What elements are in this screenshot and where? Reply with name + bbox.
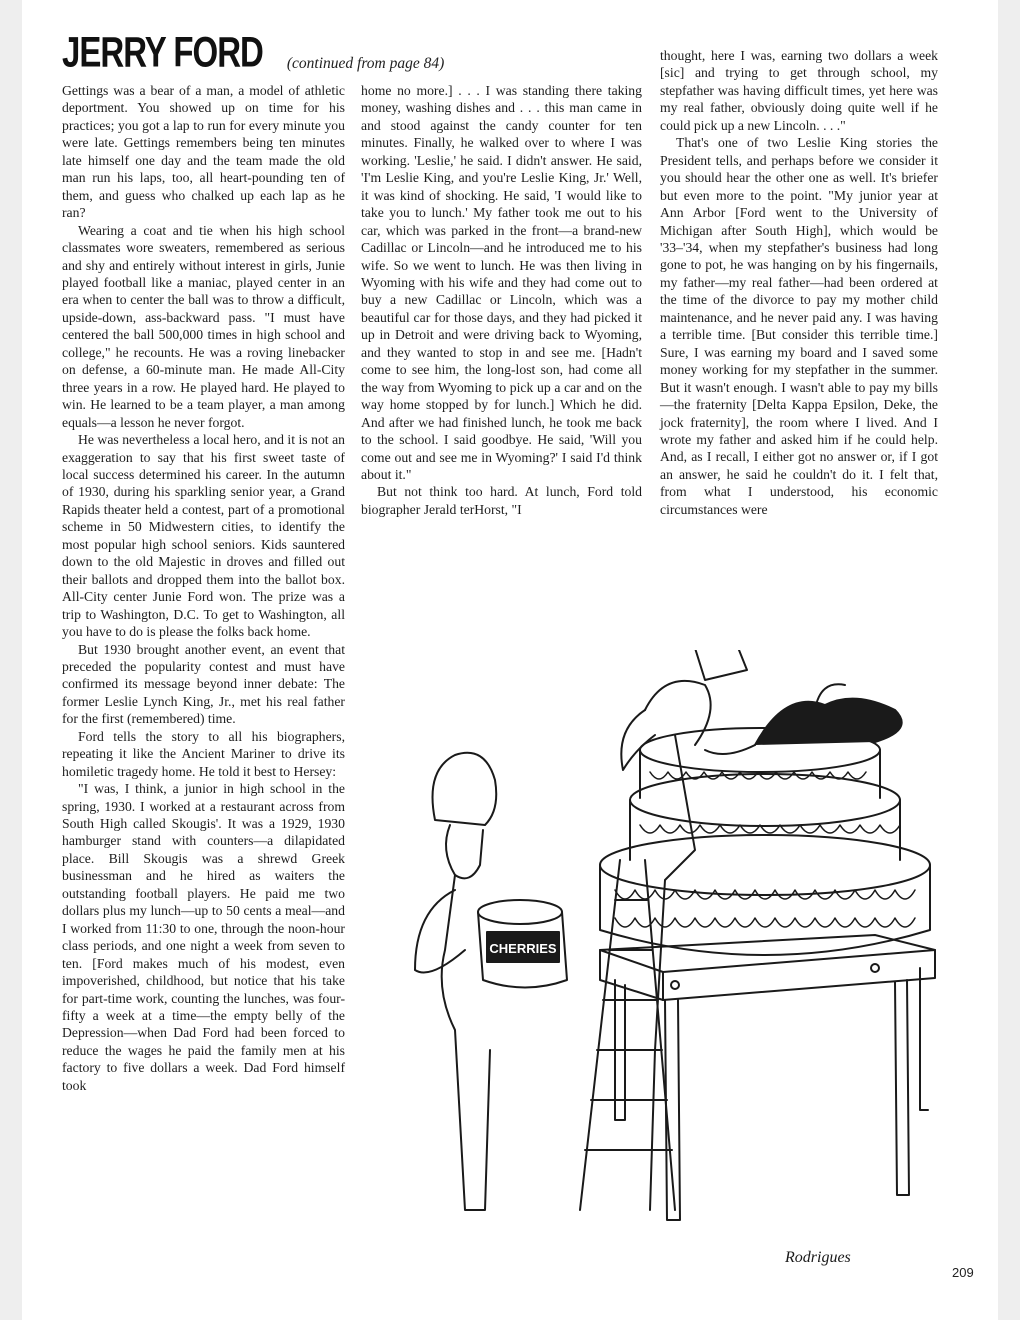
- paragraph: But 1930 brought another event, an event that preceded the popularity contest and must have confirmed its message beyond inner debate: The former Leslie Lynch King, Jr., met his real father for the first (remembered) time.: [62, 641, 345, 727]
- paragraph: home no more.] . . . I was standing there taking money, washing dishes and . . . this man came in and stood against the candy counter for ten minutes. Finally, he walked over to where I was working. 'Leslie,' he said. I didn't answer. He said, 'I'm Leslie King, and you're Leslie King, Jr.' Well, it was kind of shocking. He said, 'I would like to take you to lunch.' My father took me out to his car, which was parked in the front—a brand-new Cadillac or Lincoln—and he introduced me to his wife. So we went to lunch. He was then living in Wyoming with his wife and they had come out to buy a new Cadillac or Lincoln, which was a beautiful car for those days, and they had picked it up in Detroit and were driving back to Wyoming, and they wanted to stop in and see me. [Hadn't come to see him, the long-lost son, had come all the way from Wyoming to pick up a car and on the way home stopped by for lunch.] Which he did. And after we had finished lunch, he took me back to the school. I said goodbye. He said, 'Will you come out and see me in Wyoming?' I said I'd think about it.": [361, 83, 642, 482]
- page-edge-right: [998, 0, 1020, 1320]
- woman-in-cake: [755, 684, 902, 745]
- continued-note: (continued from page 84): [286, 55, 445, 72]
- paragraph: Ford tells the story to all his biographers, repeating it like the Ancient Mariner to drive its homiletic tragedy home. He told it best to Hersey:: [62, 728, 345, 779]
- paragraph: Wearing a coat and tie when his high school classmates wore sweaters, remembered as serious and shy and entirely without interest in girls, Junie played football like a maniac, played center in an era when to center the ball was to throw a difficult, upside-down, ass-backward pass. "I must have centered the ball 500,000 times in high school and college," he recounts. He was a roving linebacker on defense, a 60-minute man. He made All-City three years in a row. He played hard. He played to win. He learned to be a team player, a man among equals—a lesson he never forgot.: [62, 222, 345, 430]
- ladder: [580, 860, 675, 1210]
- text-column-3: [660, 47, 938, 518]
- artist-signature: Rodrigues: [785, 1249, 851, 1266]
- paragraph: Gettings was a bear of a man, a model of athletic deportment. You showed up on time for his practices; you got a lap to run for every minute you were late. Gettings remembers being ten minutes late himself one day and the team made the old man run his laps, too, all heart-pounding ten of them, and guess who chalked up each lap as he ran?: [62, 83, 345, 221]
- article-header: [62, 27, 445, 80]
- article-title: JERRY FORD: [62, 27, 263, 76]
- can-label: CHERRIES: [489, 941, 557, 956]
- page-number: 209: [952, 1265, 974, 1280]
- chef-tall: [621, 650, 755, 1210]
- page-edge-left: [0, 0, 22, 1320]
- paragraph: He was nevertheless a local hero, and it is not an exaggeration to say that his first sweet taste of local success determined his career. In the autumn of 1930, during his sparkling senior year, a Grand Rapids theater held a contest, part of a promotional scheme in 50 Midwestern cities, to identify the most popular high school seniors. Kids sauntered down to the old Majestic in droves and filled out their ballots and dropped them into the ballot box. All-City center Junie Ford won. The prize was a trip to Washington, D.C. To get to Washington, all you have to do is please the folks back home.: [62, 432, 345, 640]
- text-column-1: [62, 82, 345, 1094]
- text-column-2: [361, 82, 642, 518]
- paragraph: That's one of two Leslie King stories the President tells, and perhaps before we consider it you should hear the other one as well. It's briefer but even more to the point. "My junior year at Ann Arbor [Ford went to the University of Michigan after South High], which would be '33–'34, when my stepfather's business had long gone to pot, he was hanging on by his fingernails, my father—my real father—had been ordered at the time of the divorce to pay my mother child maintenance, and he never paid any. I was having a terrible time. [But consider this terrible time.] Sure, I was earning my board and I saved some money working for my stepfather in the summer. But it wasn't enough. I wasn't able to pay my bills—the fraternity [Delta Kappa Epsilon, Deke, the jock fraternity], the room where I lived. And I wrote my father and asked him if he could help. And, as I recall, I either got no answer or, if I got an answer, he said he couldn't do it. I felt that, from what I understood, his economic circumstances were: [660, 135, 938, 517]
- cartoon-illustration: [375, 650, 955, 1290]
- paragraph: thought, here I was, earning two dollars a week [sic] and trying to get through school, my stepfather was having difficult times, yet here was my real father, obviously doing quite well if he could pick up a new Lincoln. . . .": [660, 48, 938, 133]
- paragraph: But not think too hard. At lunch, Ford told biographer Jerald terHorst, "I: [361, 484, 642, 517]
- paragraph: "I was, I think, a junior in high school in the spring, 1930. I worked at a restaurant across from South High called Skougis'. It was a 1929, 1930 hamburger stand with counters—a dilapidated place. Bill Skougis was a shrewd Greek businessman and he hired as waiters the outstanding football players. He paid me two dollars plus my lunch—up to 50 cents a meal—and I worked from 11:30 to one, through the noon-hour class periods, and one night a week from seven to ten. [Ford makes much of his modest, even impoverished, childhood, but notice that his take for part-time work, counting the lunches, was four-fifty a week at a time—the empty belly of the Depression—when Dad Ford had been forced to reduce the wages he paid the family men at his factory to five dollars a week. Dad Ford himself took: [62, 781, 345, 1093]
